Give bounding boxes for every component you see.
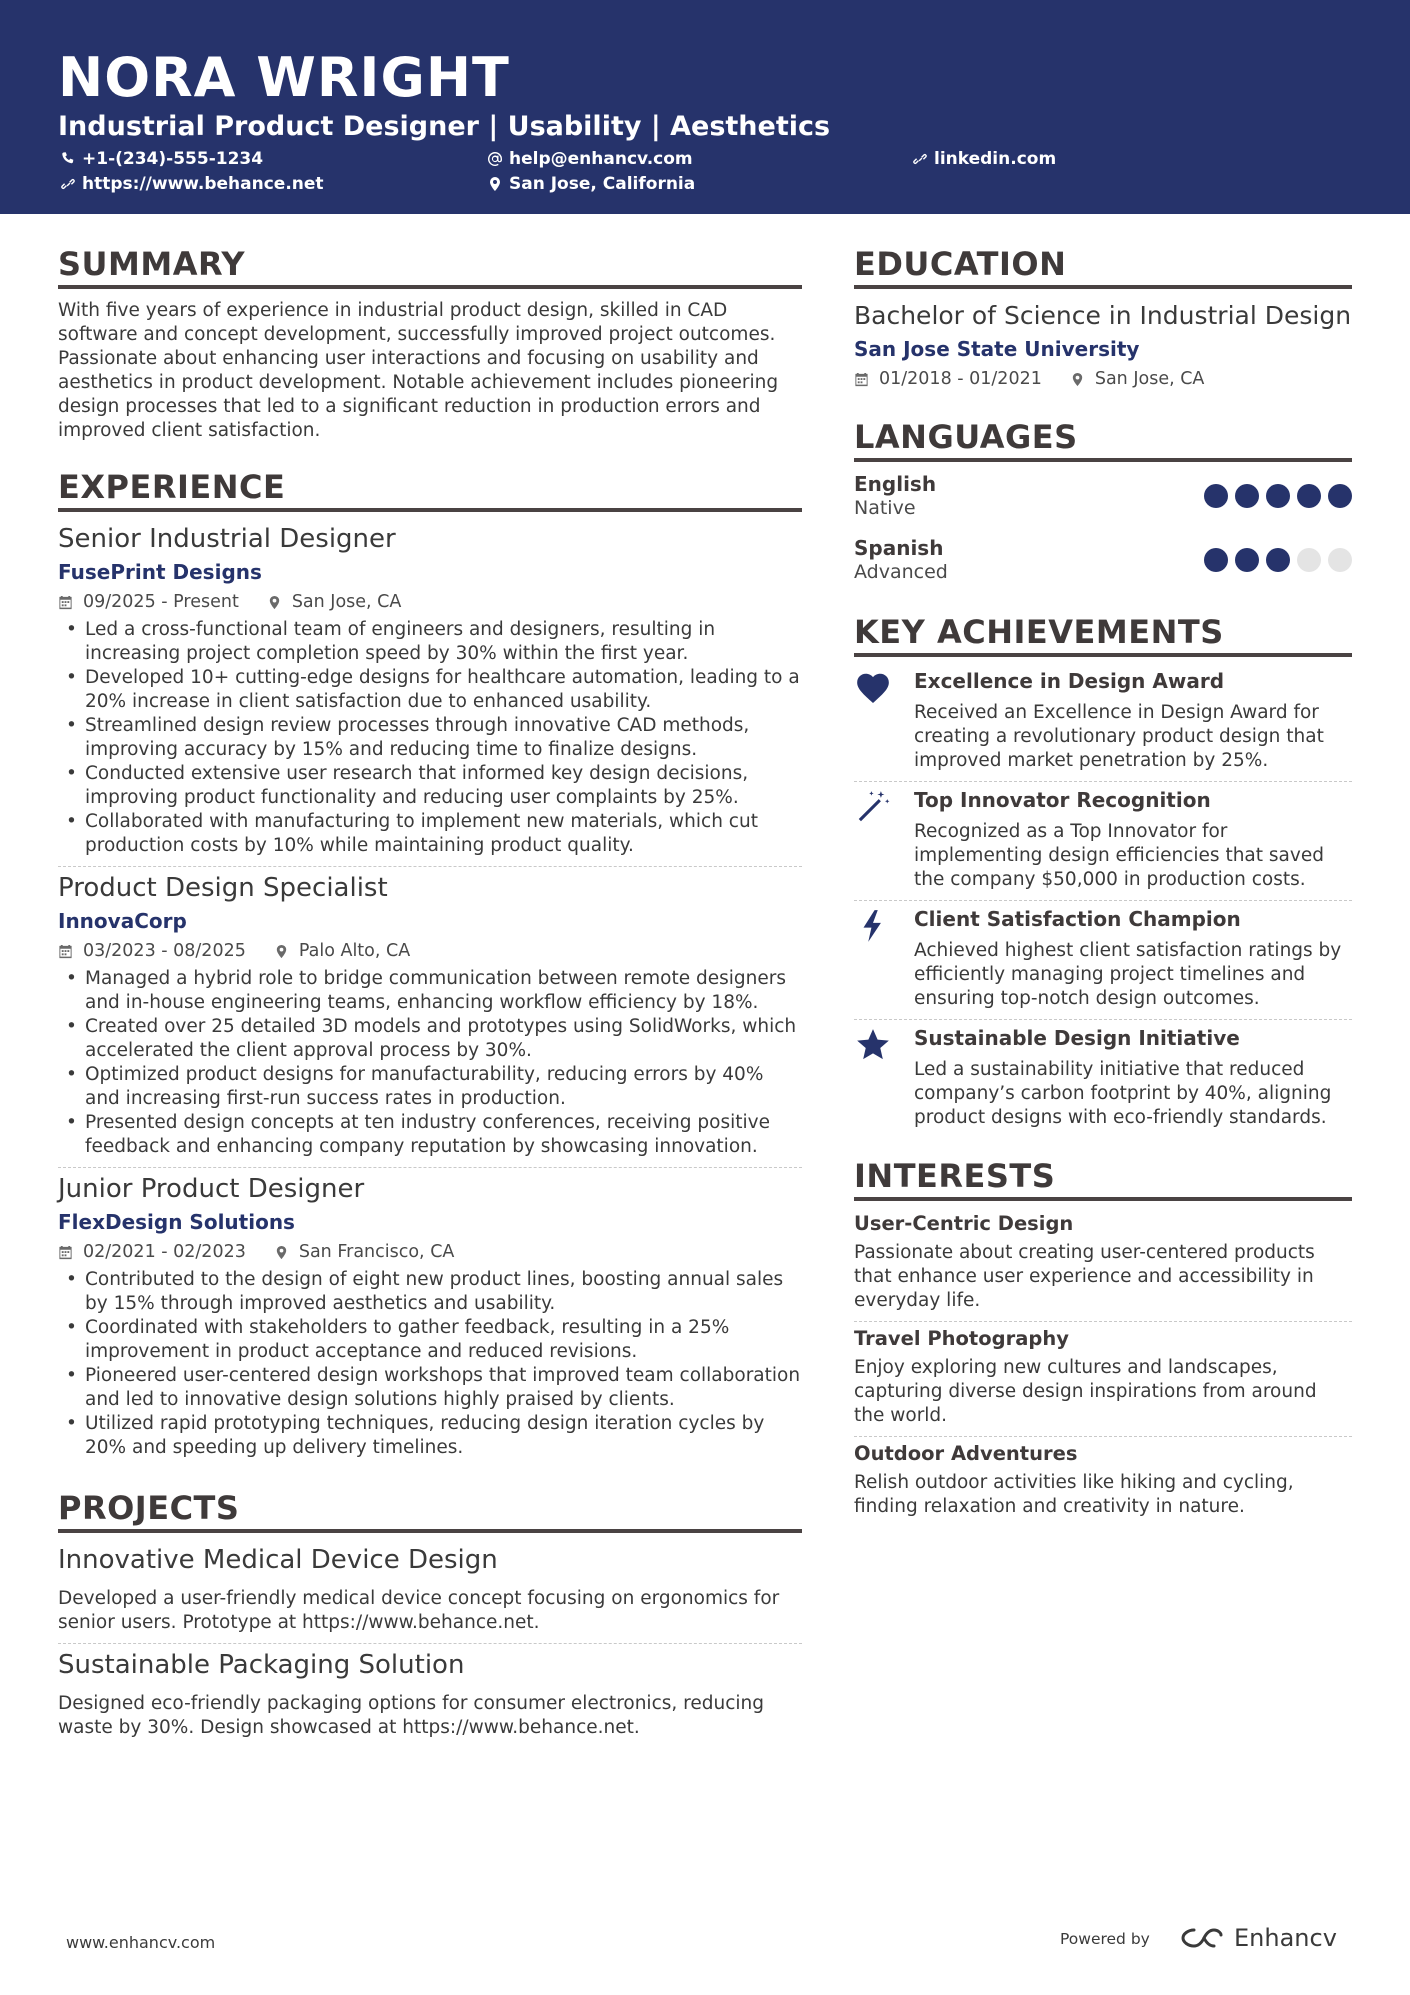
job-dates: 09/2025 - Present [83,592,239,612]
list-item: • Created over 25 detailed 3D models and prototypes using SolidWorks, which accelerated the client approval process by 30%. [58,1015,802,1063]
achievement-entry [854,667,1352,773]
enhancv-logo-icon [1180,1926,1226,1950]
project-text: Designed eco-friendly packaging options for consumer electronics, reducing waste by 30%. Design showcased at https://www.behance.net. [58,1693,764,1738]
section-divider [58,508,802,512]
section-title: EXPERIENCE [58,468,286,506]
languages-section [854,417,1352,584]
contact-website[interactable]: https://www.behance.net [60,173,324,195]
contact-email[interactable]: help@enhancv.com [487,148,693,170]
entry-divider [854,1019,1352,1020]
job-meta [58,1240,802,1264]
rating-dot-filled [1204,484,1228,508]
entry-divider [58,866,802,867]
section-title: EDUCATION [854,245,1067,283]
candidate-name: NORA WRIGHT [58,46,510,109]
calendar-icon [58,944,73,959]
experience-entry [58,1172,802,1460]
rating-dot-filled [1204,548,1228,572]
project-entry [58,1648,802,1740]
footer-website[interactable]: www.enhancv.com [66,1933,216,1952]
language-rating [1204,484,1352,508]
education-section [854,244,1352,391]
at-sign-icon [487,151,503,167]
section-divider [854,285,1352,289]
rating-dot-filled [1235,548,1259,572]
rating-dot-filled [1266,548,1290,572]
entry-divider [854,1436,1352,1437]
phone-icon [60,151,76,167]
achievement-entry [854,1024,1352,1130]
interest-title: Travel Photography [854,1327,1069,1350]
contact-linkedin[interactable]: linkedin.com [912,148,1056,170]
language-entry [854,472,1352,520]
map-pin-icon [1070,372,1085,387]
entry-divider [58,1643,802,1644]
section-divider [854,458,1352,462]
job-location: San Jose, CA [267,590,402,614]
job-role: Senior Industrial Designer [58,524,396,554]
brand-name: Enhancv [1234,1924,1337,1952]
experience-entry [58,871,802,1159]
interest-title: Outdoor Adventures [854,1442,1078,1465]
job-location: Palo Alto, CA [274,939,410,963]
project-text: Developed a user-friendly medical device concept focusing on ergonomics for senior users. Prototype at https://www.behance.net. [58,1588,780,1633]
summary-text: With five years of experience in industrial product design, skilled in CAD software and concept development, successfully improved project outcomes. Passionate about enhancing user interactions and focusing on usability and aesthetics in product development. Notable achievement includes pioneering design processes that led to a significant reduction in production errors and improved client satisfaction. [58,300,779,441]
section-divider [854,1197,1352,1201]
left-column [58,244,802,1740]
magic-wand-icon [854,788,892,826]
education-dates: 01/2018 - 01/2021 [879,369,1042,389]
rating-dot-filled [1266,484,1290,508]
rating-dot-filled [1297,484,1321,508]
enhancv-logo[interactable] [1180,1924,1337,1952]
section-title: SUMMARY [58,245,246,283]
school: San Jose State University [854,337,1140,361]
language-name: Spanish [854,536,944,560]
interest-entry [854,1326,1352,1428]
achievement-title: Client Satisfaction Champion [914,907,1241,931]
job-meta [58,590,802,614]
lightning-bolt-icon [854,907,892,945]
list-item: • Conducted extensive user research that informed key design decisions, improving product functionality and reducing user complaints by 25%. [58,762,802,810]
project-entry [58,1543,802,1635]
resume-header [0,0,1410,214]
contact-phone[interactable]: +1-(234)-555-1234 [60,148,263,170]
achievement-text: Received an Excellence in Design Award for creating a revolutionary product design that improved market penetration by 25%. [914,702,1324,771]
rating-dot-empty [1328,548,1352,572]
job-location: San Francisco, CA [274,1240,455,1264]
section-title: INTERESTS [854,1157,1056,1195]
calendar-icon [58,1245,73,1260]
language-name: English [854,472,937,496]
list-item: • Led a cross-functional team of engineers and designers, resulting in increasing project completion speed by 30% within the first year. [58,618,802,666]
map-pin-icon [274,944,289,959]
achievement-title: Sustainable Design Initiative [914,1026,1240,1050]
projects-section [58,1488,802,1740]
experience-section [58,467,802,1460]
list-item: • Presented design concepts at ten industry conferences, receiving positive feedback and enhancing company reputation by showcasing innovation. [58,1111,802,1159]
section-title: LANGUAGES [854,418,1078,456]
summary-section [58,244,802,443]
achievement-text: Achieved highest client satisfaction ratings by efficiently managing project timelines and ensuring top-notch design outcomes. [914,940,1342,1009]
job-company: FlexDesign Solutions [58,1210,295,1234]
entry-divider [854,1321,1352,1322]
candidate-title: Industrial Product Designer | Usability | Aesthetics [58,111,831,142]
list-item: • Coordinated with stakeholders to gather feedback, resulting in a 25% improvement in product acceptance and reduced revisions. [58,1316,802,1364]
entry-divider [58,1167,802,1168]
achievement-text: Led a sustainability initiative that reduced company’s carbon footprint by 40%, aligning product designs with eco-friendly standards. [914,1059,1332,1128]
interest-text: Relish outdoor activities like hiking and cycling, finding relaxation and creativity in nature. [854,1472,1294,1517]
language-level: Advanced [854,561,948,583]
section-title: KEY ACHIEVEMENTS [854,613,1224,651]
footer-powered-by: Powered by [1060,1930,1150,1948]
calendar-icon [58,595,73,610]
calendar-icon [854,372,869,387]
job-role: Product Design Specialist [58,873,388,903]
education-meta [854,367,1352,391]
list-item: • Pioneered user-centered design workshops that improved team collaboration and led to innovative design solutions highly praised by clients. [58,1364,802,1412]
section-divider [854,653,1352,657]
language-level: Native [854,497,916,519]
job-dates: 03/2023 - 08/2025 [83,941,246,961]
list-item: • Collaborated with manufacturing to implement new materials, which cut production costs by 10% while maintaining product quality. [58,810,802,858]
section-divider [58,1529,802,1533]
list-item: • Managed a hybrid role to bridge communication between remote designers and in-house engineering teams, enhancing workflow efficiency by 18%. [58,967,802,1015]
interest-text: Enjoy exploring new cultures and landscapes, capturing diverse design inspirations from around the world. [854,1357,1317,1426]
map-pin-icon [487,176,503,192]
language-entry [854,536,1352,584]
achievement-title: Top Innovator Recognition [914,788,1211,812]
job-bullets [58,1268,802,1460]
language-rating [1204,548,1352,572]
achievement-entry [854,905,1352,1011]
list-item: • Optimized product designs for manufacturability, reducing errors by 40% and increasing first-run success rates in production. [58,1063,802,1111]
interest-entry [854,1211,1352,1313]
job-role: Junior Product Designer [58,1174,365,1204]
achievement-entry [854,786,1352,892]
link-icon [60,176,76,192]
section-title: PROJECTS [58,1489,240,1527]
link-icon [912,151,928,167]
job-company: FusePrint Designs [58,560,262,584]
star-icon [854,1026,892,1064]
rating-dot-empty [1297,548,1321,572]
interest-title: User-Centric Design [854,1212,1074,1235]
list-item: • Streamlined design review processes through innovative CAD methods, improving accuracy by 15% and reducing time to finalize designs. [58,714,802,762]
list-item: • Developed 10+ cutting-edge designs for healthcare automation, leading to a 20% increase in client satisfaction due to enhanced usability. [58,666,802,714]
entry-divider [854,781,1352,782]
map-pin-icon [274,1245,289,1260]
achievements-section [854,612,1352,1130]
achievement-title: Excellence in Design Award [914,669,1225,693]
job-bullets [58,618,802,858]
job-dates: 02/2021 - 02/2023 [83,1242,246,1262]
education-location: San Jose, CA [1070,367,1205,391]
rating-dot-filled [1328,484,1352,508]
right-column [854,244,1352,1519]
contact-location: San Jose, California [487,173,695,195]
heart-icon [854,669,892,707]
interest-text: Passionate about creating user-centered products that enhance user experience and accessibility in everyday life. [854,1242,1315,1311]
list-item: • Contributed to the design of eight new product lines, boosting annual sales by 15% through improved aesthetics and usability. [58,1268,802,1316]
job-meta [58,939,802,963]
list-item: • Utilized rapid prototyping techniques, reducing design iteration cycles by 20% and speeding up delivery timelines. [58,1412,802,1460]
map-pin-icon [267,595,282,610]
section-divider [58,285,802,289]
experience-entry [58,522,802,858]
job-company: InnovaCorp [58,909,187,933]
entry-divider [854,900,1352,901]
interest-entry [854,1441,1352,1519]
project-title: Innovative Medical Device Design [58,1545,498,1575]
rating-dot-filled [1235,484,1259,508]
job-bullets [58,967,802,1159]
interests-section [854,1156,1352,1519]
project-title: Sustainable Packaging Solution [58,1650,465,1680]
degree: Bachelor of Science in Industrial Design [854,301,1352,330]
achievement-text: Recognized as a Top Innovator for implementing design efficiencies that saved the company $50,000 in production costs. [914,821,1324,890]
